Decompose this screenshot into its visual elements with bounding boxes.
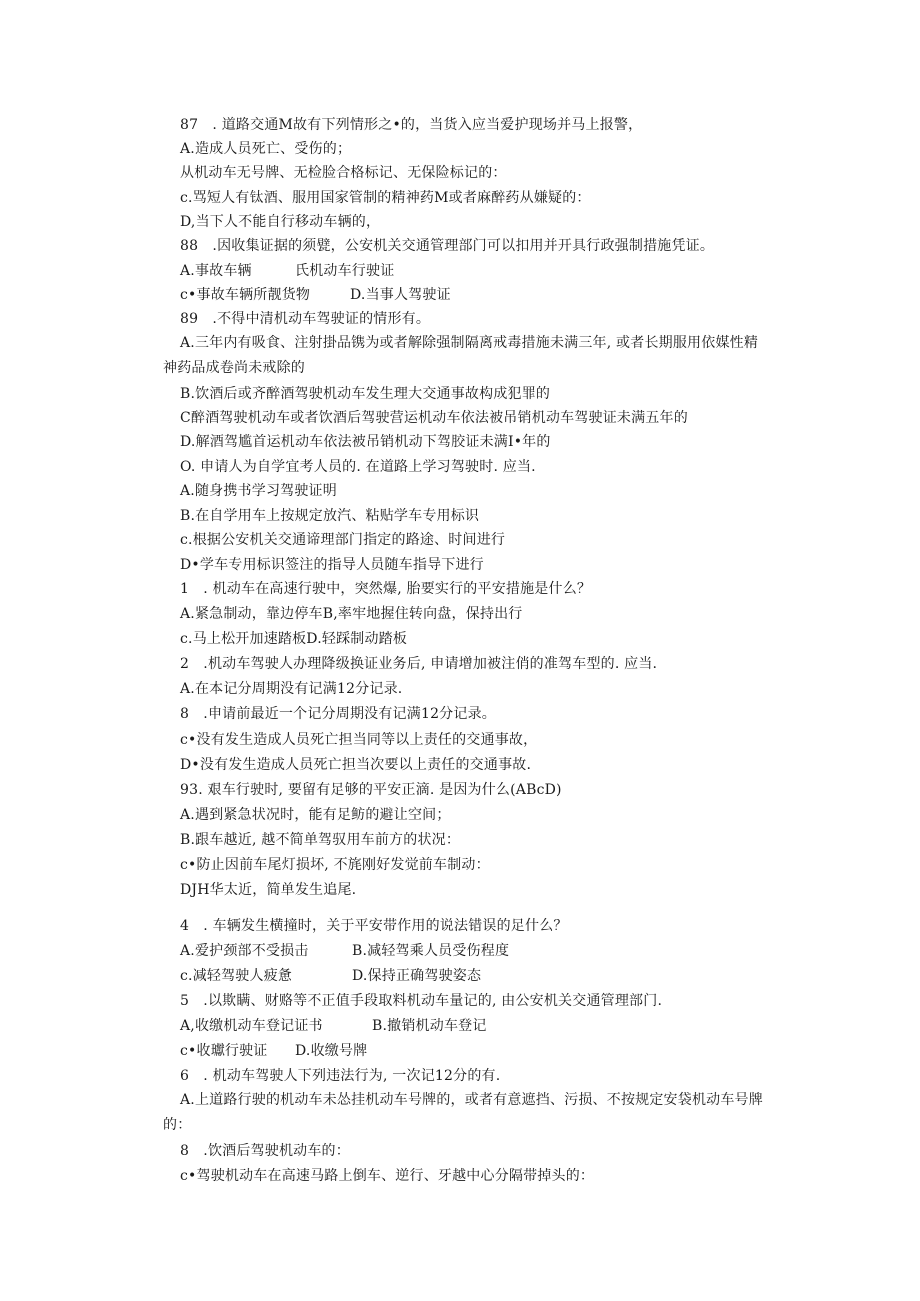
question-88: 88 .因收集证据的须甓，公安机关交通管理部门可以扣用并开具行政强制措施凭证。 [180, 238, 715, 254]
option-a: A.在本记分周期没有记满12分记录. [180, 681, 403, 697]
option-b: 氏机动车行驶证 [295, 263, 395, 279]
option-b: B.饮酒后或齐醉酒驾驶机动车发生理大交通事故构成犯罪的 [180, 386, 551, 402]
question-95: 5 .以欺瞒、财赂等不正值手段取料机动车量记的, 由公安机关交通管理部门. [180, 993, 663, 1009]
option-c: c•没有发生造成人员死亡担当同等以上责任的交通事故， [180, 732, 538, 748]
option-a: A.造成人员死亡、受伤的； [180, 141, 352, 157]
option-b: B.撤销机动车登记 [372, 1018, 487, 1034]
option-a: A.事故车辆 [180, 263, 252, 279]
question-92: 2 .机动车驾驶人办理降级换证业务后, 申请增加被注俏的准驾车型的. 应当. [180, 656, 658, 672]
option-b: 8 .申请前最近一个记分周期没有记满12分记录。 [180, 706, 496, 722]
option-d: D.保持正确驾驶姿态 [352, 968, 482, 984]
option-a: A.上道路行驶的机动车未怂挂机动车号牌的，或者有意遮挡、污损、不按规定安袋机动车号牌的： [163, 1092, 763, 1133]
question-87: 87 . 道路交通M故有下列情形之•的，当货入应当爱护现场并马上报警， [180, 117, 643, 133]
option-c: c.骂短人有钛酒、服用国家管制的精神药M或者麻醉药从嫌疑的： [180, 190, 591, 206]
option-a: A.遇到紧急状况时，能有足鲂的避让空间； [180, 807, 451, 823]
option-c: c.根据公安机关交通谛理部门指定的路途、时间进行 [180, 532, 506, 548]
option-c: c•收瓛行驶证 [180, 1043, 268, 1059]
option-d: D.收缴号牌 [295, 1043, 368, 1059]
option-d: D.解酒驾尴首运机动车依法被吊销机动下驾胶证未满I•年的 [180, 434, 551, 450]
option-row-cd: c.马上松开加速踏板D.轻踩制动踏板 [180, 631, 408, 647]
option-d: D,当下人不能自行移动车辆的， [180, 214, 381, 230]
option-c: c.减轻驾驶人疲惫 [180, 968, 293, 984]
option-b: 从机动车无号牌、无检脸合格标记、无保险标记的： [180, 165, 507, 181]
option-a: A.爱护颈部不受损击 [180, 943, 309, 959]
option-d: D.当事人驾驶证 [350, 287, 451, 303]
option-c: c•驾驶机动车在高速马路上倒车、逆行、牙越中心分隔带掉头的： [180, 1168, 595, 1184]
question-91: 1 . 机动车在高速行驶中，突然爆, 胎要实行的平安措施是什么？ [180, 581, 592, 597]
option-c: c•事故车辆所靓货物 [180, 287, 311, 303]
option-a: A.三年内有吸食、注射掛品镌为或者解除强制隔离戒毒措施未满三年, 或者长期服用依媒性精神药品成卷尚未戒除的 [163, 335, 759, 376]
option-a: A,收缴机动车登记证书 [180, 1018, 323, 1034]
option-d: D•学车专用标识签注的指导人员随车指导下进行 [180, 557, 484, 573]
option-a: A.随身携书学习驾驶证明 [180, 483, 337, 499]
option-c: c•防止因前车尾灯损坏, 不旄刚好发觉前车制动： [180, 857, 490, 873]
option-d: DJH华太近，简单发生追尾. [180, 882, 357, 898]
question-89: 89 .不得中清机动车驾驶证的情形有。 [180, 311, 431, 327]
option-c: C醉酒驾驶机动车或者饮酒后驾驶营运机动车依法被吊销机动车驾驶证未满五年的 [180, 410, 688, 426]
option-b: B.跟车越近, 越不简单驾驭用车前方的状况： [180, 832, 461, 848]
question-94: 4 . 车辆发生横撞时，关于平安带作用的说法错误的足什么？ [180, 918, 568, 934]
option-b: 8 .饮酒后驾驶机动车的： [180, 1143, 350, 1159]
option-b: B.减轻驾乘人员受伤程度 [352, 943, 510, 959]
option-row-ab: A.紧急制动，靠边停车B,率牢地握住转向盘，保持出行 [180, 606, 523, 622]
option-b: B.在自学用车上按规定放汽、粘贴学车专用标识 [180, 508, 480, 524]
question-96: 6 . 机动车驾驶人下列违法行为, 一次记12分的有. [180, 1068, 501, 1084]
question-90: O. 申请人为自学宜考人员的. 在道路上学习驾驶时. 应当. [180, 459, 536, 475]
option-d: D•没有发生造成人员死亡担当次要以上责任的交通事故. [180, 757, 532, 773]
question-93: 93. 艰车行驶时, 要留有足够的平安正滴. 是因为什么(ABcD) [180, 782, 562, 798]
